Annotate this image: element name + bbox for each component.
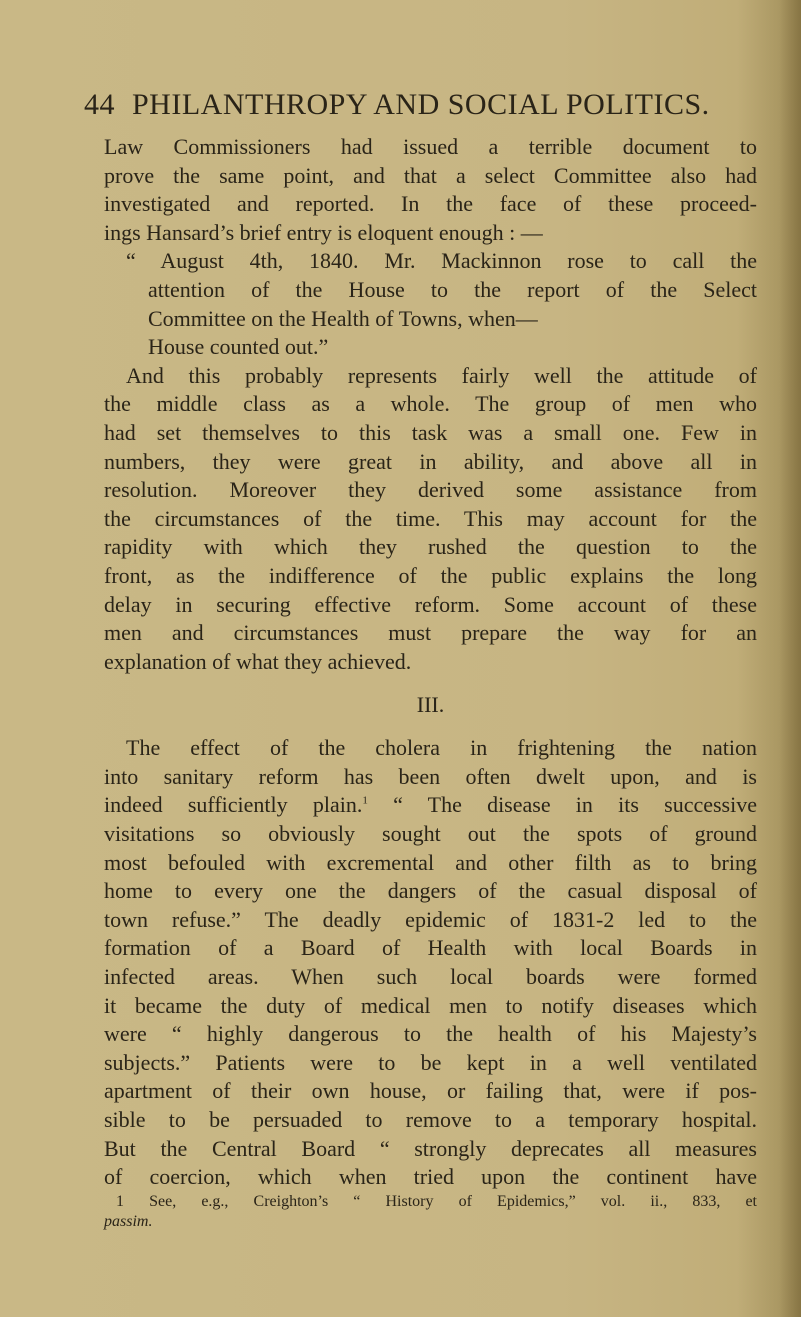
- page-edge-shadow: [779, 0, 801, 1317]
- block-quote: [104, 247, 757, 361]
- text-line: delay in securing effective reform. Some account of these: [104, 591, 757, 617]
- text-line: into sanitary reform has been often dwelt upon, and is: [104, 763, 757, 789]
- text-line: it became the duty of medical men to notify diseases which: [104, 992, 757, 1018]
- text-line: home to every one the dangers of the casual disposal of: [104, 878, 757, 904]
- section-heading: III.: [416, 692, 445, 718]
- text-line: prove the same point, and that a select Committee also had: [104, 162, 757, 188]
- text-line: [104, 791, 757, 820]
- text-line: town refuse.” The deadly epidemic of 1831-2 led to the: [104, 906, 757, 932]
- text-line: the circumstances of the time. This may account for the: [104, 505, 757, 531]
- page-number: 44: [84, 88, 115, 121]
- text-line: were “ highly dangerous to the health of his Majesty’s: [104, 1021, 757, 1047]
- body-text: [104, 133, 757, 1232]
- quote-line: attention of the House to the report of the Select: [148, 276, 757, 302]
- footnote-line: 1 See, e.g., Creighton’s “ History of Epidemics,” vol. ii., 833, et: [116, 1192, 757, 1210]
- paragraph-1: [104, 133, 757, 247]
- text-line: men and circumstances must prepare the way for an: [104, 620, 757, 646]
- text-line: rapidity with which they rushed the question to the: [104, 534, 757, 560]
- text-line: the middle class as a whole. The group of men who: [104, 391, 757, 417]
- paragraph-2: [104, 362, 757, 677]
- text-line: Law Commissioners had issued a terrible document to: [104, 134, 757, 159]
- running-title: PHILANTHROPY AND SOCIAL POLITICS.: [132, 88, 710, 121]
- text-line: The effect of the cholera in frightening the nation: [126, 735, 757, 761]
- text-line: visitations so obviously sought out the spots of ground: [104, 821, 757, 847]
- quote-line: Committee on the Health of Towns, when—: [148, 305, 538, 331]
- quote-line: “ August 4th, 1840. Mr. Mackinnon rose to call the: [126, 248, 757, 274]
- text-line: sible to be persuaded to remove to a temporary hospital.: [104, 1107, 757, 1132]
- footnote: [104, 1192, 757, 1232]
- text-line: had set themselves to this task was a small one. Few in: [104, 419, 757, 445]
- text-line: And this probably represents fairly well the attitude of: [126, 362, 757, 388]
- paragraph-3: [104, 734, 757, 1192]
- text-fragment: “ The disease in its successive: [367, 792, 757, 818]
- footnote-marker: 1: [362, 795, 368, 808]
- text-line: of coercion, which when tried upon the continent have: [104, 1164, 757, 1190]
- footnote-line: [104, 1212, 757, 1232]
- text-line: resolution. Moreover they derived some assistance from: [104, 477, 757, 503]
- text-line: subjects.” Patients were to be kept in a well ventilated: [104, 1049, 757, 1075]
- text-line: most befouled with excremental and other filth as to bring: [104, 849, 757, 875]
- text-line: But the Central Board “ strongly deprecates all measures: [104, 1135, 757, 1161]
- quote-line: House counted out.”: [148, 334, 329, 360]
- text-line: ings Hansard’s brief entry is eloquent enough : —: [104, 219, 543, 245]
- text-line: infected areas. When such local boards were formed: [104, 964, 757, 990]
- text-line: numbers, they were great in ability, and above all in: [104, 448, 757, 474]
- page-header: [84, 88, 744, 128]
- text-line: front, as the indifference of the public explains the long: [104, 562, 757, 588]
- text-line: apartment of their own house, or failing that, were if pos-: [104, 1078, 757, 1104]
- text-line: explanation of what they achieved.: [104, 648, 412, 674]
- footnote-continuation: passim.: [104, 1212, 153, 1230]
- text-line: formation of a Board of Health with local Boards in: [104, 935, 757, 961]
- text-fragment: indeed sufficiently plain.: [104, 792, 363, 818]
- text-line: investigated and reported. In the face of these proceed-: [104, 191, 757, 217]
